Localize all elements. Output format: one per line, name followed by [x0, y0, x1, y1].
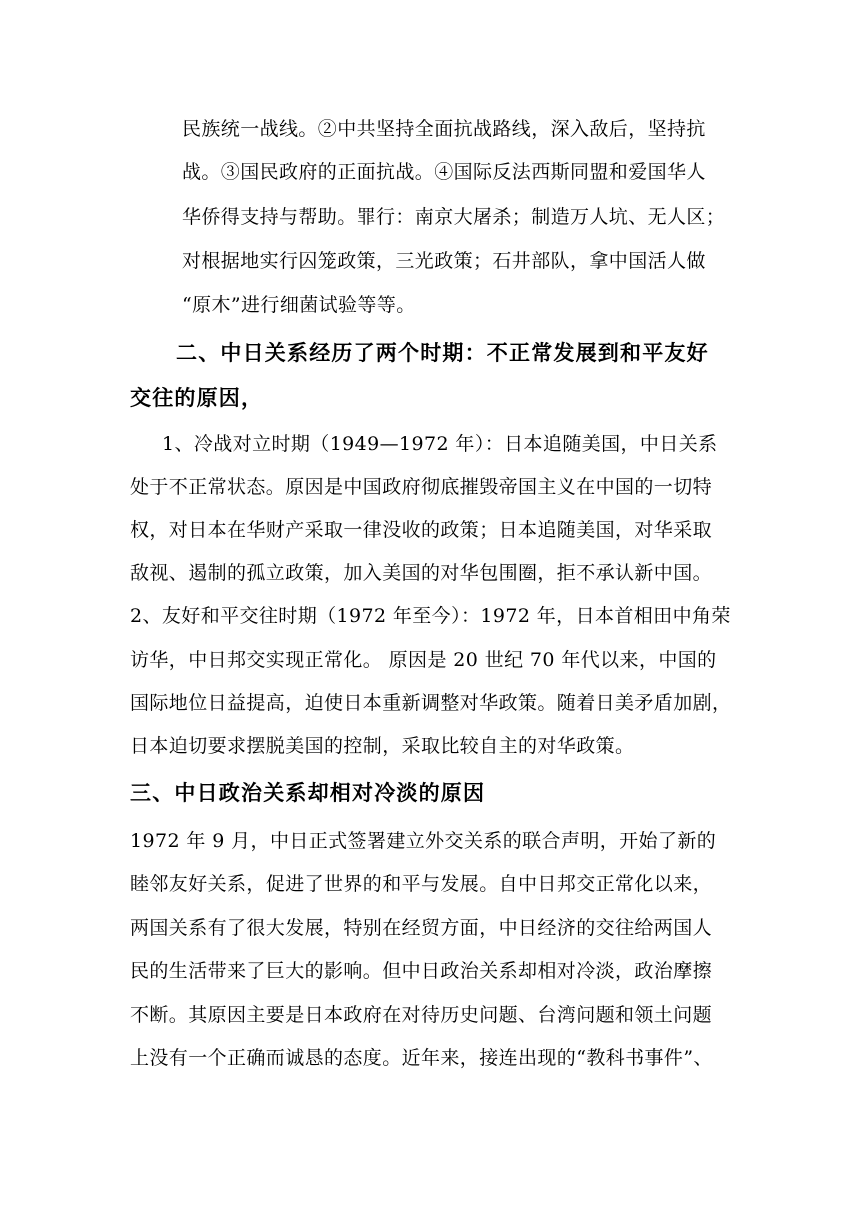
paragraph-line: 民族统一战线。②中共坚持全面抗战路线，深入敌后，坚持抗: [182, 118, 706, 140]
paragraph-line: 2、友好和平交往时期（1972 年至今）：1972 年，日本首相田中角荣: [130, 605, 731, 627]
paragraph-line: “原木”进行细菌试验等等。: [182, 294, 416, 316]
paragraph-line: 访华，中日邦交实现正常化。 原因是 20 世纪 70 年代以来，中国的: [130, 649, 717, 671]
paragraph-line: 敌视、遏制的孤立政策，加入美国的对华包围圈，拒不承认新中国。: [130, 562, 713, 584]
section-heading: 交往的原因，: [130, 385, 264, 410]
paragraph-line: 1972 年 9 月，中日正式签署建立外交关系的联合声明，开始了新的: [130, 830, 717, 852]
paragraph-line: 民的生活带来了巨大的影响。但中日政治关系却相对冷淡，政治摩擦: [130, 960, 713, 982]
paragraph-line: 国际地位日益提高，迫使日本重新调整对华政策。随着日美矛盾加剧，: [130, 692, 732, 714]
paragraph-line: 睦邻友好关系，促进了世界的和平与发展。自中日邦交正常化以来，: [130, 873, 713, 895]
paragraph-line: 权，对日本在华财产采取一律没收的政策；日本追随美国，对华采取: [130, 519, 713, 541]
paragraph-line: 处于不正常状态。原因是中国政府彻底摧毁帝国主义在中国的一切特: [130, 476, 713, 498]
paragraph-line: 华侨得支持与帮助。罪行：南京大屠杀；制造万人坑、无人区；: [182, 206, 726, 228]
paragraph-line: 对根据地实行囚笼政策，三光政策；石井部队，拿中国活人做: [182, 250, 706, 272]
section-heading: 二、中日关系经历了两个时期：不正常发展到和平友好: [176, 340, 709, 365]
paragraph-line: 战。③国民政府的正面抗战。④国际反法西斯同盟和爱国华人: [182, 161, 706, 183]
paragraph-line: 1、冷战对立时期（1949—1972 年）：日本追随美国，中日关系: [162, 433, 718, 455]
paragraph-line: 日本迫切要求摆脱美国的控制，采取比较自主的对华政策。: [130, 735, 635, 757]
paragraph-line: 不断。其原因主要是日本政府在对待历史问题、台湾问题和领土问题: [130, 1004, 713, 1026]
paragraph-line: 两国关系有了很大发展，特别在经贸方面，中日经济的交往给两国人: [130, 917, 713, 939]
paragraph-line: 上没有一个正确而诚恳的态度。近年来，接连出现的“教科书事件”、: [130, 1047, 713, 1069]
section-heading: 三、中日政治关系却相对冷淡的原因: [130, 780, 486, 805]
